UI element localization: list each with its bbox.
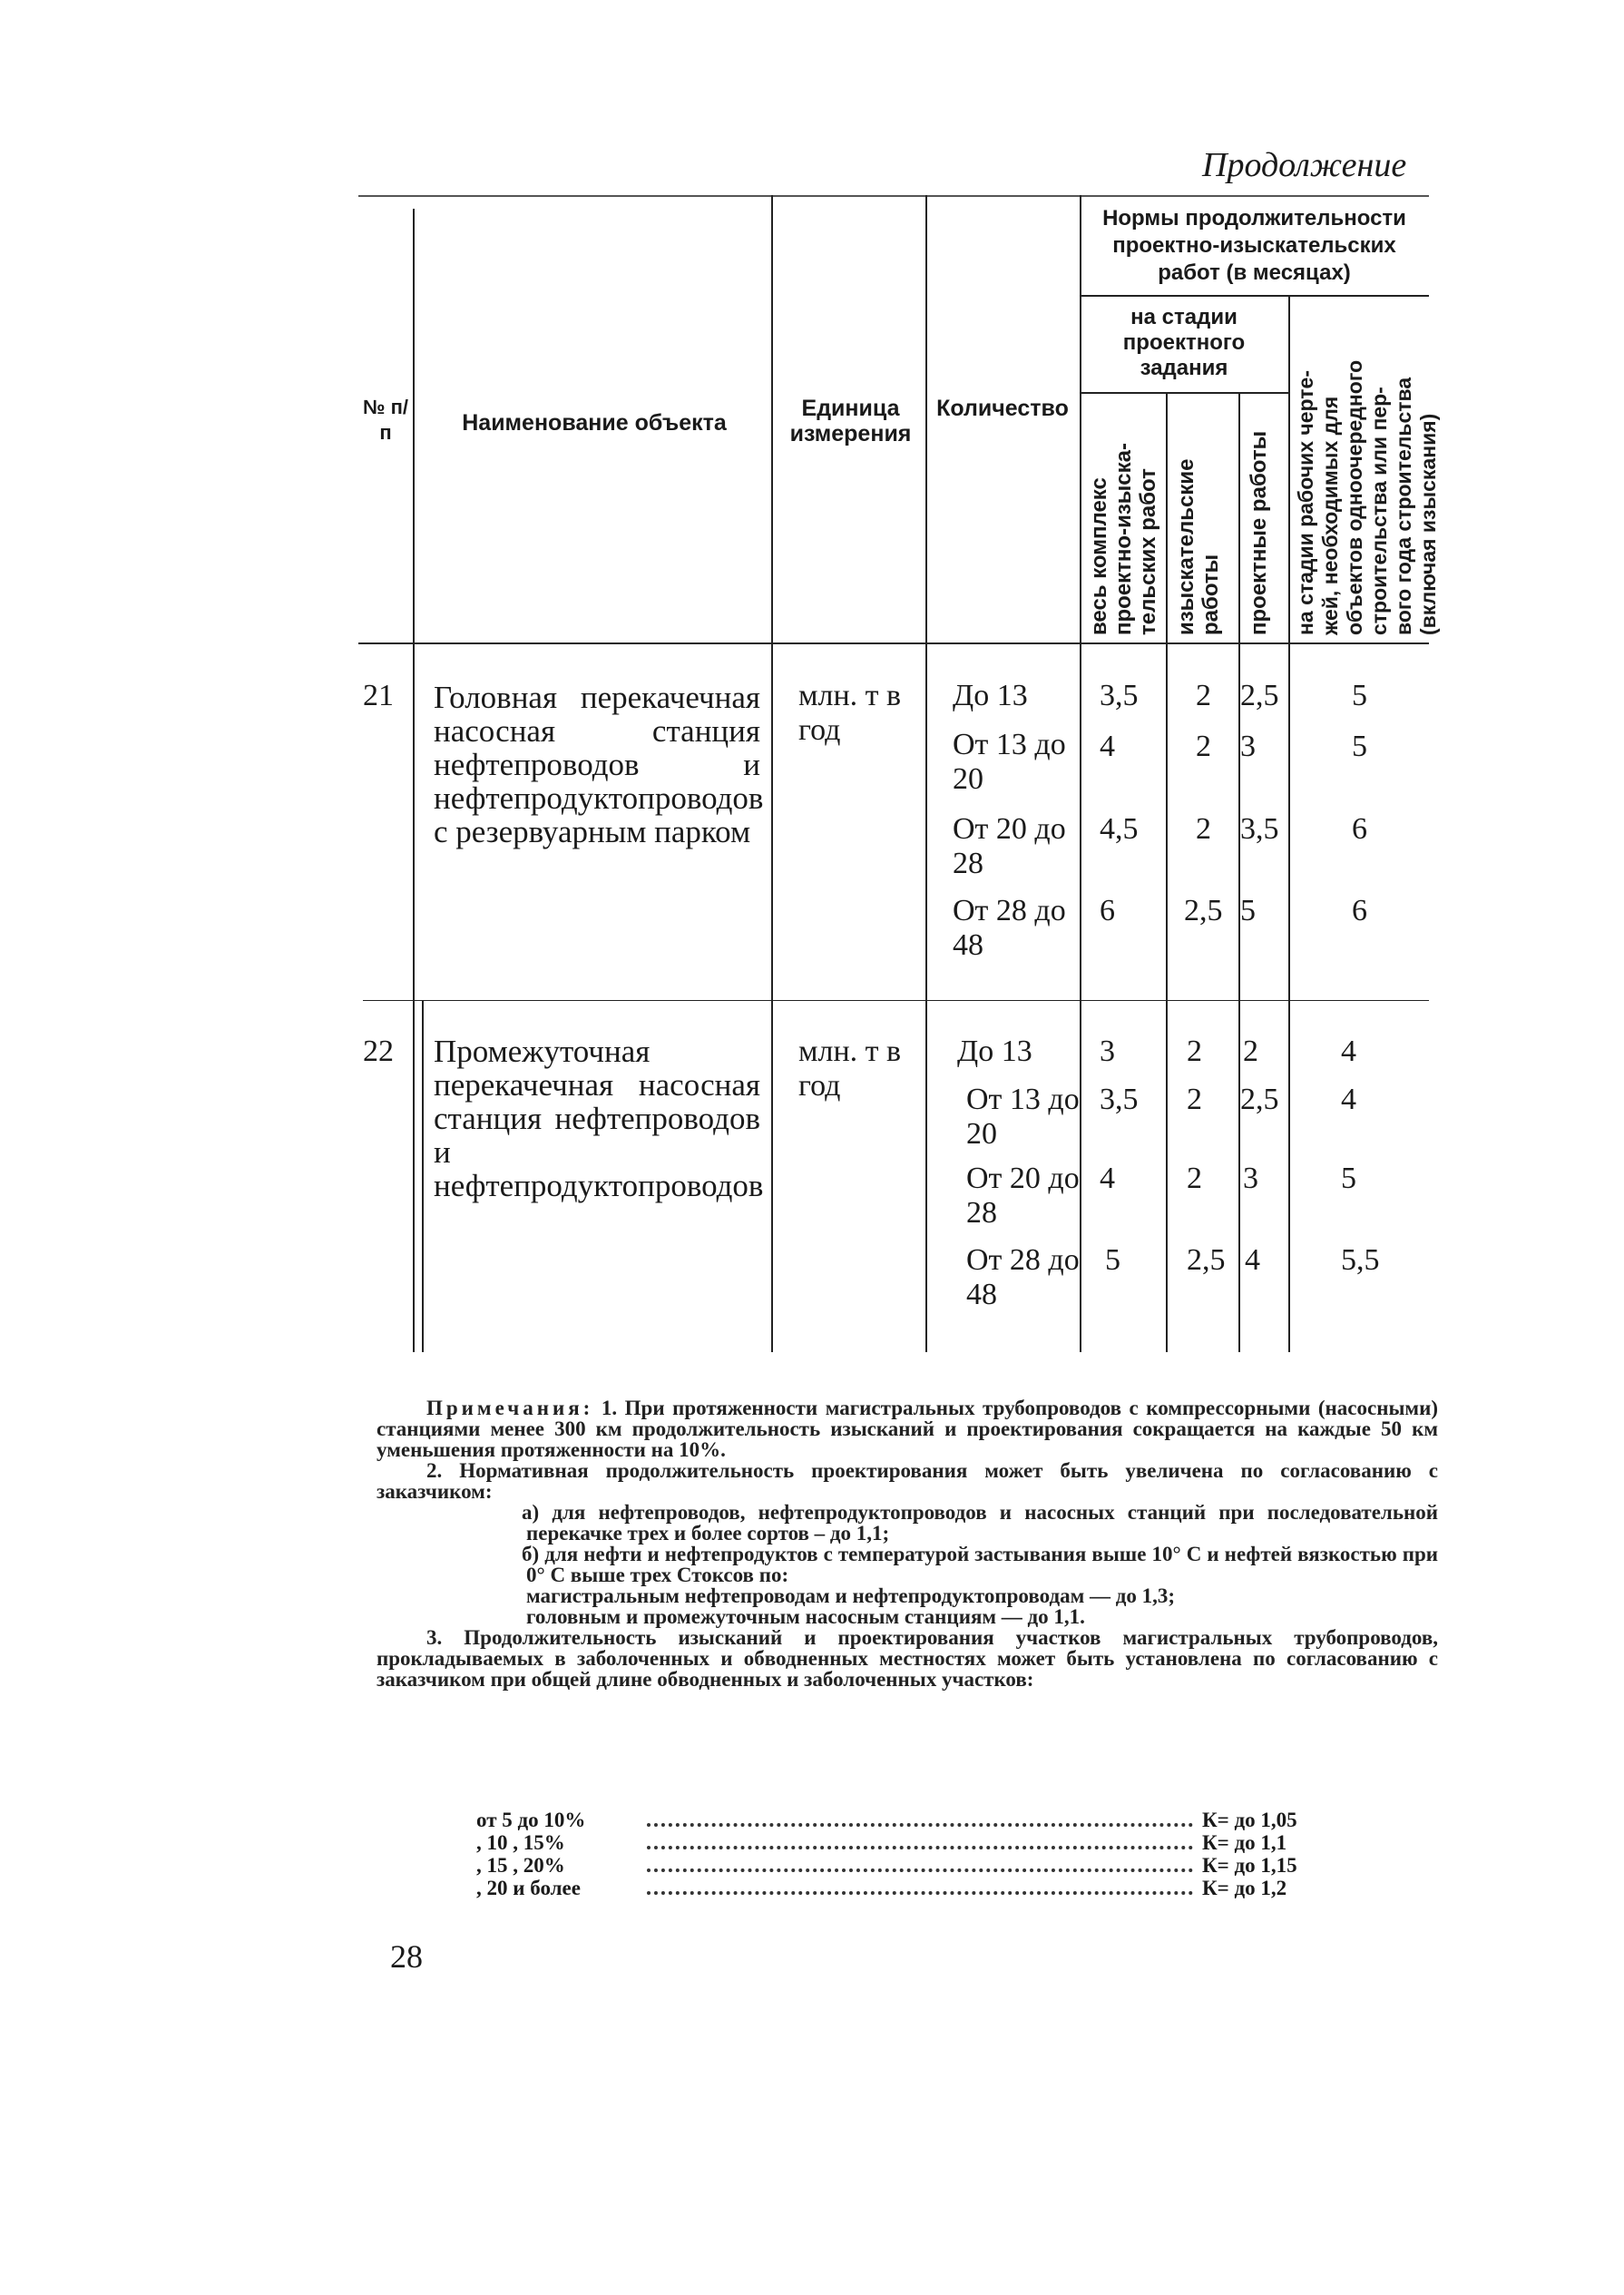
note-1 <box>377 1398 1438 1460</box>
row-num: 21 <box>363 679 394 712</box>
notes-title: Примечания: <box>426 1397 594 1419</box>
range-list <box>476 1810 1356 1900</box>
value-design: 4 <box>1245 1243 1260 1277</box>
header-working-drawings: на стадии рабочих черте- жей, необходимых для объектов одноочередного строительства или пер- вого года строительства (включая изыскания) <box>1294 359 1440 635</box>
value-all: 4 <box>1100 1162 1115 1195</box>
row-unit: млн. т в год <box>798 679 902 747</box>
value-work: 4 <box>1341 1035 1356 1068</box>
value-work: 6 <box>1352 894 1367 927</box>
row-qty: До 13 <box>957 1035 1032 1068</box>
value-design: 3 <box>1240 730 1256 763</box>
row-qty: До 13 <box>953 679 1028 712</box>
value-work: 6 <box>1352 812 1367 846</box>
value-work: 4 <box>1341 1083 1356 1116</box>
notes-section <box>377 1398 1438 1690</box>
value-survey: 2 <box>1196 679 1211 712</box>
header-unit: Единица измерения <box>789 396 912 446</box>
range-coefficient: К= до 1,15 <box>1202 1854 1297 1877</box>
value-design: 3 <box>1243 1162 1258 1195</box>
note-1-text: 1. При протяженности магистральных трубопроводов с компрессорными (насосными) станциями менее 300 км продолжительность изысканий и проектирования сокращается на каждые 50 км уменьшения протяженности на 10%. <box>377 1397 1439 1461</box>
row-qty: От 28 до 48 <box>953 894 1066 962</box>
header-qty: Количество <box>936 396 1069 421</box>
range-row <box>476 1878 1356 1900</box>
page-number: 28 <box>390 1938 423 1975</box>
row-qty: От 28 до 48 <box>966 1243 1080 1311</box>
dot-leader <box>647 1891 1193 1895</box>
value-work: 5 <box>1352 679 1367 712</box>
note-2a: а) для нефтепроводов, нефтепродуктопроводов и насосных станций при последовательной перекачке трех и более сортов – до 1,1; <box>522 1501 1438 1545</box>
value-all: 3,5 <box>1100 679 1139 712</box>
range-row <box>476 1832 1356 1855</box>
value-design: 2 <box>1243 1035 1258 1068</box>
range-row <box>476 1855 1356 1878</box>
value-work: 5,5 <box>1341 1243 1380 1277</box>
value-survey: 2 <box>1187 1162 1202 1195</box>
dot-leader <box>647 1823 1193 1827</box>
value-all: 4,5 <box>1100 812 1139 846</box>
value-design: 2,5 <box>1240 679 1279 712</box>
value-survey: 2 <box>1187 1035 1202 1068</box>
header-num: № п/п <box>362 396 409 444</box>
continuation-label: Продолжение <box>1202 146 1407 184</box>
row-name: Головная перекачечная насосная станция нефтепроводов и нефтепродуктопроводов с резервуарным парком <box>434 680 764 849</box>
value-all: 4 <box>1100 730 1115 763</box>
range-label: от 5 до 10% <box>476 1809 586 1831</box>
header-all-complex: весь комплекс проектно-изыска- тельских работ <box>1087 443 1160 635</box>
value-survey: 2 <box>1187 1083 1202 1116</box>
value-all: 6 <box>1100 894 1115 927</box>
value-all: 5 <box>1105 1243 1120 1277</box>
range-coefficient: К= до 1,2 <box>1202 1877 1287 1899</box>
row-qty: От 20 до 28 <box>953 812 1066 880</box>
range-label: , 20 и более <box>476 1877 581 1899</box>
note-2b2: головным и промежуточным насосным станциям — до 1,1. <box>526 1605 1085 1628</box>
value-design: 5 <box>1240 894 1256 927</box>
value-survey: 2,5 <box>1187 1243 1226 1277</box>
row-qty: От 13 до 20 <box>953 728 1066 796</box>
note-2b1: магистральным нефтепроводам и нефтепродуктопроводам — до 1,3; <box>526 1584 1176 1607</box>
value-design: 2,5 <box>1240 1083 1279 1116</box>
dot-leader <box>647 1846 1193 1849</box>
range-coefficient: К= до 1,05 <box>1202 1809 1297 1831</box>
range-row <box>476 1810 1356 1832</box>
note-2b: б) для нефти и нефтепродуктов с температурой застывания выше 10° С и нефтей вязкостью при 0° С выше трех Стоксов по: <box>522 1543 1438 1586</box>
value-all: 3 <box>1100 1035 1115 1068</box>
range-label: , 15 , 20% <box>476 1854 565 1877</box>
dot-leader <box>647 1868 1193 1872</box>
value-design: 3,5 <box>1240 812 1279 846</box>
row-num: 22 <box>363 1035 394 1068</box>
header-name: Наименование объекта <box>462 410 727 436</box>
value-survey: 2 <box>1196 812 1211 846</box>
header-survey: изыскательские работы <box>1174 458 1223 635</box>
value-work: 5 <box>1341 1162 1356 1195</box>
note-3: 3. Продолжительность изысканий и проектирования участков магистральных трубопроводов, прокладываемых в заболоченных и обводненных местностях может быть установлена по согласованию с заказчиком при общей длине обводненных и заболоченных участков: <box>377 1626 1438 1691</box>
header-stage-project: на стадии проектного задания <box>1122 305 1246 380</box>
header-design: проектные работы <box>1247 430 1271 635</box>
value-work: 5 <box>1352 730 1367 763</box>
range-label: , 10 , 15% <box>476 1831 565 1854</box>
note-2: 2. Нормативная продолжительность проектирования может быть увеличена по согласованию с заказчиком: <box>377 1459 1438 1503</box>
value-survey: 2 <box>1196 730 1211 763</box>
row-qty: От 13 до 20 <box>966 1083 1080 1151</box>
range-coefficient: К= до 1,1 <box>1202 1831 1287 1854</box>
row-qty: От 20 до 28 <box>966 1162 1080 1230</box>
header-norms: Нормы продолжительности проектно-изыскательских работ (в месяцах) <box>1102 206 1406 285</box>
row-unit: млн. т в год <box>798 1035 902 1103</box>
value-all: 3,5 <box>1100 1083 1139 1116</box>
row-name: Промежуточная перекачечная насосная станция нефтепроводов и нефтепродуктопроводов <box>434 1034 764 1203</box>
value-survey: 2,5 <box>1184 894 1223 927</box>
